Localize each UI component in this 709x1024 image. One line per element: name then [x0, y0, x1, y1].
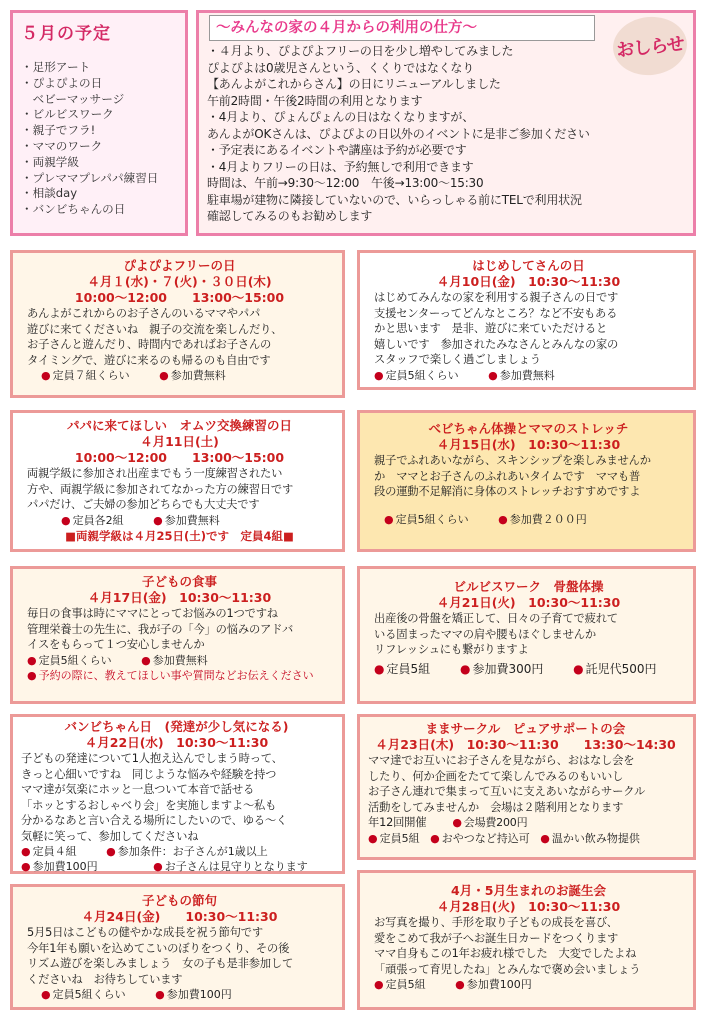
- event-title: 子どもの食事: [141, 574, 217, 589]
- notice-line: ・４月より、ぴよぴよフリーの日を少し増やしてみました: [207, 44, 514, 58]
- event-birthday-party: [357, 870, 696, 1010]
- event-details: [27, 513, 332, 528]
- event-title: 4月・5月生まれのお誕生会: [451, 883, 606, 898]
- bullet-icon: ●: [488, 368, 498, 382]
- capacity-text: 定員各2組: [72, 513, 124, 527]
- capacity-text: 定員４組: [32, 845, 77, 858]
- event-details-2: [21, 859, 332, 874]
- bullet-icon: ●: [141, 653, 151, 667]
- event-title: パパに来てほしい オムツ交換練習の日: [66, 418, 292, 433]
- bullet-icon: ●: [106, 845, 116, 858]
- capacity-text: 定員5組くらい: [385, 368, 459, 382]
- event-pelvis-work: [357, 566, 696, 704]
- event-details: [368, 831, 683, 846]
- bullet-icon: ●: [159, 369, 169, 382]
- event-details: [27, 987, 332, 1002]
- event-note: ● 予約の際に、教えてほしい事や質問などお伝えください: [27, 668, 314, 682]
- event-details: [374, 512, 683, 527]
- event-description: ママ達でお互いにお子さんを見ながら、おはなし会を したり、何か企画をたてて楽しんでみるのもいいし お子さん連れで集まって互いに支えあいながらサークル 活動をしてみませんか 会場は２階利用となります 年12回開催 ● 会場費200円: [368, 754, 646, 829]
- bullet-icon: ●: [153, 860, 163, 873]
- capacity-text: 定員5組くらい: [52, 988, 126, 1001]
- event-description: 親子でふれあいながら、スキンシップを楽しみませんか か ママとお子さんのふれあいタイムです ママも普 段の運動不足解消に身体のストレッチおすすめですよ: [374, 454, 651, 498]
- snack-text: おやつなど持込可: [441, 831, 530, 845]
- event-details: [374, 368, 683, 383]
- notice-line: ・4月よりフリーの日は、予約無しで利用できます: [207, 159, 474, 174]
- list-item: ・バンビちゃんの日: [21, 202, 126, 217]
- list-item: ・ママのワーク: [21, 138, 103, 153]
- bullet-icon: ●: [452, 816, 462, 829]
- notice-line: あんよがOKさんは、ぴよぴよの日以外のイベントに是非ご参加ください: [207, 126, 590, 141]
- event-date: ４月17日(金) 10:30～11:30: [87, 590, 272, 605]
- bullet-icon: ●: [374, 368, 384, 382]
- list-item: ベビーマッサージ: [21, 91, 125, 106]
- condition-text: 参加条件：お子さんが1歳以上: [117, 845, 268, 858]
- event-note: ■両親学級は４月25日(土)です 定員4組■: [65, 528, 294, 543]
- event-description: あんよがこれからのお子さんのいるママやパパ 遊びに来てくださいね 親子の交流を楽しんだり、 お子さんと遊んだり、時間内であればお子さんの タイミングで、遊びに来るのも帰るのも自由です: [27, 307, 283, 367]
- bullet-icon: ●: [21, 845, 31, 858]
- capacity-text: 定員5組: [385, 978, 426, 991]
- fee-text: 参加費無料: [164, 513, 220, 527]
- event-time: 10:00～12:00 13:00～15:00: [74, 290, 285, 305]
- event-details: [374, 977, 683, 992]
- event-baby-exercise: [357, 410, 696, 552]
- bullet-icon: ●: [153, 513, 163, 527]
- notice-line: 確認してみるのもお勧めします: [207, 209, 373, 223]
- event-title: ままサークル ピュアサポートの会: [425, 721, 626, 736]
- event-childrens-festival: [10, 884, 345, 1010]
- list-item: ・足形アート: [21, 60, 91, 74]
- event-time: 10:00～12:00 13:00～15:00: [74, 450, 285, 465]
- event-description: 5月5日はこどもの健やかな成長を祝う節句です 今年1年も願いを込めてこいのぼりをつくり、その後 リズム遊びを楽しみましょう 女の子も是非参加して くださいね お待ちしています: [27, 926, 294, 986]
- fee-text: 参加費100円: [32, 860, 98, 873]
- event-date: ４月22日(水) 10:30～11:30: [84, 735, 269, 750]
- drink-text: 温かい飲み物提供: [551, 831, 640, 845]
- event-first-timer-day: [357, 250, 696, 390]
- list-item: ・ぴよぴよの日: [21, 75, 103, 90]
- list-item: ・両親学級: [21, 154, 79, 169]
- fee-text: 参加費２００円: [509, 512, 587, 526]
- may-schedule-title: ５月の予定: [21, 24, 111, 44]
- bullet-icon: ●: [41, 988, 51, 1001]
- notice-line: 時間は、午前→9:30～12:00 午後→13:00～15:30: [207, 176, 484, 190]
- event-title: はじめしてさんの日: [472, 258, 585, 273]
- bullet-icon: ●: [368, 831, 378, 845]
- capacity-text: 定員5組: [379, 831, 420, 845]
- event-childrens-meals: [10, 566, 345, 704]
- event-description: 出産後の骨盤を矯正して、日々の子育てで疲れて いる固まったママの肩や腰もほぐしませんか リフレッシュにも繋がりますよ: [374, 612, 618, 656]
- event-details: [21, 844, 332, 859]
- fee-text: 参加費300円: [472, 661, 544, 676]
- event-description: 両親学級に参加され出産までもう一度練習されたい 方や、両親学級に参加されてなかった方の練習日です パパだけ、ご夫婦の参加どちらでも大丈夫です: [27, 467, 294, 511]
- bullet-icon: ●: [540, 831, 550, 845]
- bullet-icon: ●: [455, 978, 465, 991]
- childcare-fee-text: 託児代500円: [585, 661, 657, 676]
- bullet-icon: ●: [374, 661, 385, 676]
- bullet-icon: ●: [21, 860, 31, 873]
- capacity-text: 定員７組くらい: [52, 369, 130, 382]
- fee-text: 参加費無料: [499, 368, 555, 382]
- event-details: [27, 653, 332, 668]
- notice-stamp: おしらせ: [610, 13, 690, 78]
- event-date: ４月23日(木) 10:30～11:30 13:30～14:30: [375, 737, 676, 752]
- event-date: ４月28日(火) 10:30～11:30: [436, 899, 621, 914]
- event-bambi-day: [10, 714, 345, 874]
- bullet-icon: ●: [573, 661, 584, 676]
- event-title: ビルビスワーク 骨盤体操: [453, 579, 604, 594]
- supervision-text: お子さんは見守りとなります: [164, 860, 308, 873]
- list-item: ・親子でフラ!: [21, 123, 96, 138]
- event-title: ぴよぴよフリーの日: [123, 258, 236, 273]
- bullet-icon: ●: [459, 661, 471, 676]
- bullet-icon: ●: [61, 513, 71, 527]
- notice-line: ・予定表にあるイベントや講座は予約が必要です: [207, 143, 467, 157]
- event-description: はじめてみんなの家を利用する親子さんの日です 支援センターってどんなところ？など不安もある かと思います 是非、遊びに来ていただけると 嬉しいです 参加されたみなさんとみんなの家の スタッフで楽しく過ごしましょう: [374, 291, 619, 366]
- bullet-icon: ●: [374, 978, 384, 991]
- event-mama-circle: [357, 714, 696, 860]
- usage-notice-panel: [196, 10, 696, 236]
- notice-line: ・4月より、ぴょんぴょんの日はなくなりますが、: [207, 110, 475, 124]
- notice-banner: ～みんなの家の４月からの利用の仕方～: [209, 15, 595, 41]
- event-details: [374, 662, 683, 677]
- bullet-icon: ●: [498, 512, 508, 526]
- event-diaper-practice-day: [10, 410, 345, 552]
- fee-text: 参加費無料: [170, 369, 226, 382]
- capacity-text: 定員5組くらい: [395, 512, 469, 526]
- event-piyopiyo-free-day: [10, 250, 345, 398]
- event-date: ４月11日(土): [140, 434, 219, 449]
- event-title: バンビちゃん日 (発達が少し気になる): [64, 719, 289, 734]
- notice-line: ぴよぴよは0歳児さんという、くくりではなくなり: [207, 60, 475, 75]
- fee-text: 参加費無料: [152, 653, 208, 667]
- event-description: 子どもの発達について1人抱え込んでしまう時って、 きっと心細いですね 同じような悩みや経験を持つ ママ達が気楽にホッと一息ついて本音で話せる 「ホッとするおしゃべり会」を実施しますよ～私も 分かるなあと言い合える場所にしたいので、ゆる～く 気軽に笑って、参加してくださいね: [21, 752, 288, 843]
- capacity-text: 定員5組: [386, 661, 431, 676]
- event-date: ４月24日(金) 10:30～11:30: [81, 909, 278, 924]
- notice-line: 駐車場が建物に隣接していないので、いらっしゃる前にTELで利用状況: [207, 192, 582, 207]
- event-description: お写真を撮り、手形を取り子どもの成長を喜び、 愛をこめて我が子へお誕生日カードをつくります ママ自身もこの1年お疲れ様でした 大変でしたよね 「頑張って育児したね」とみんなで褒め会いましょう: [374, 916, 641, 976]
- event-title: べビちゃん体操とママのストレッチ: [428, 421, 629, 436]
- bullet-icon: ●: [27, 653, 37, 667]
- bullet-icon: ●: [27, 668, 37, 682]
- list-item: ・プレママプレパパ練習日: [21, 170, 159, 185]
- may-schedule-list: [21, 60, 177, 218]
- event-date: ４月10日(金) 10:30～11:30: [436, 274, 621, 289]
- event-title: 子どもの節句: [141, 893, 217, 908]
- event-date: ４月21日(火) 10:30～11:30: [436, 595, 621, 610]
- event-date: ４月15日(水) 10:30～11:30: [436, 437, 621, 452]
- bullet-icon: ●: [384, 512, 394, 526]
- fee-text: 参加費100円: [466, 978, 532, 991]
- bullet-icon: ●: [155, 988, 165, 1001]
- bullet-icon: ●: [41, 369, 51, 382]
- list-item: ・ビルビスワーク: [21, 107, 114, 122]
- notice-line: 【あんよがこれからさん】の日にリニューアルしました: [207, 77, 501, 91]
- venue-fee-text: 会場費200円: [463, 816, 528, 829]
- event-date: ４月１(水)・７(火)・３０日(木): [87, 274, 272, 289]
- event-details: [27, 368, 332, 383]
- list-item: ・相談day: [21, 186, 78, 201]
- bullet-icon: ●: [430, 831, 440, 845]
- fee-text: 参加費100円: [166, 988, 232, 1001]
- notice-line: 午前2時間・午後2時間の利用となります: [207, 93, 423, 108]
- event-description: 毎日の食事は時にママにとってお悩みの1つですね 管理栄養士の先生に、我が子の「今」の悩みのアドバ イスをもらって１つ安心しませんか: [27, 607, 294, 651]
- capacity-text: 定員5組くらい: [38, 653, 112, 667]
- may-schedule-panel: [10, 10, 188, 236]
